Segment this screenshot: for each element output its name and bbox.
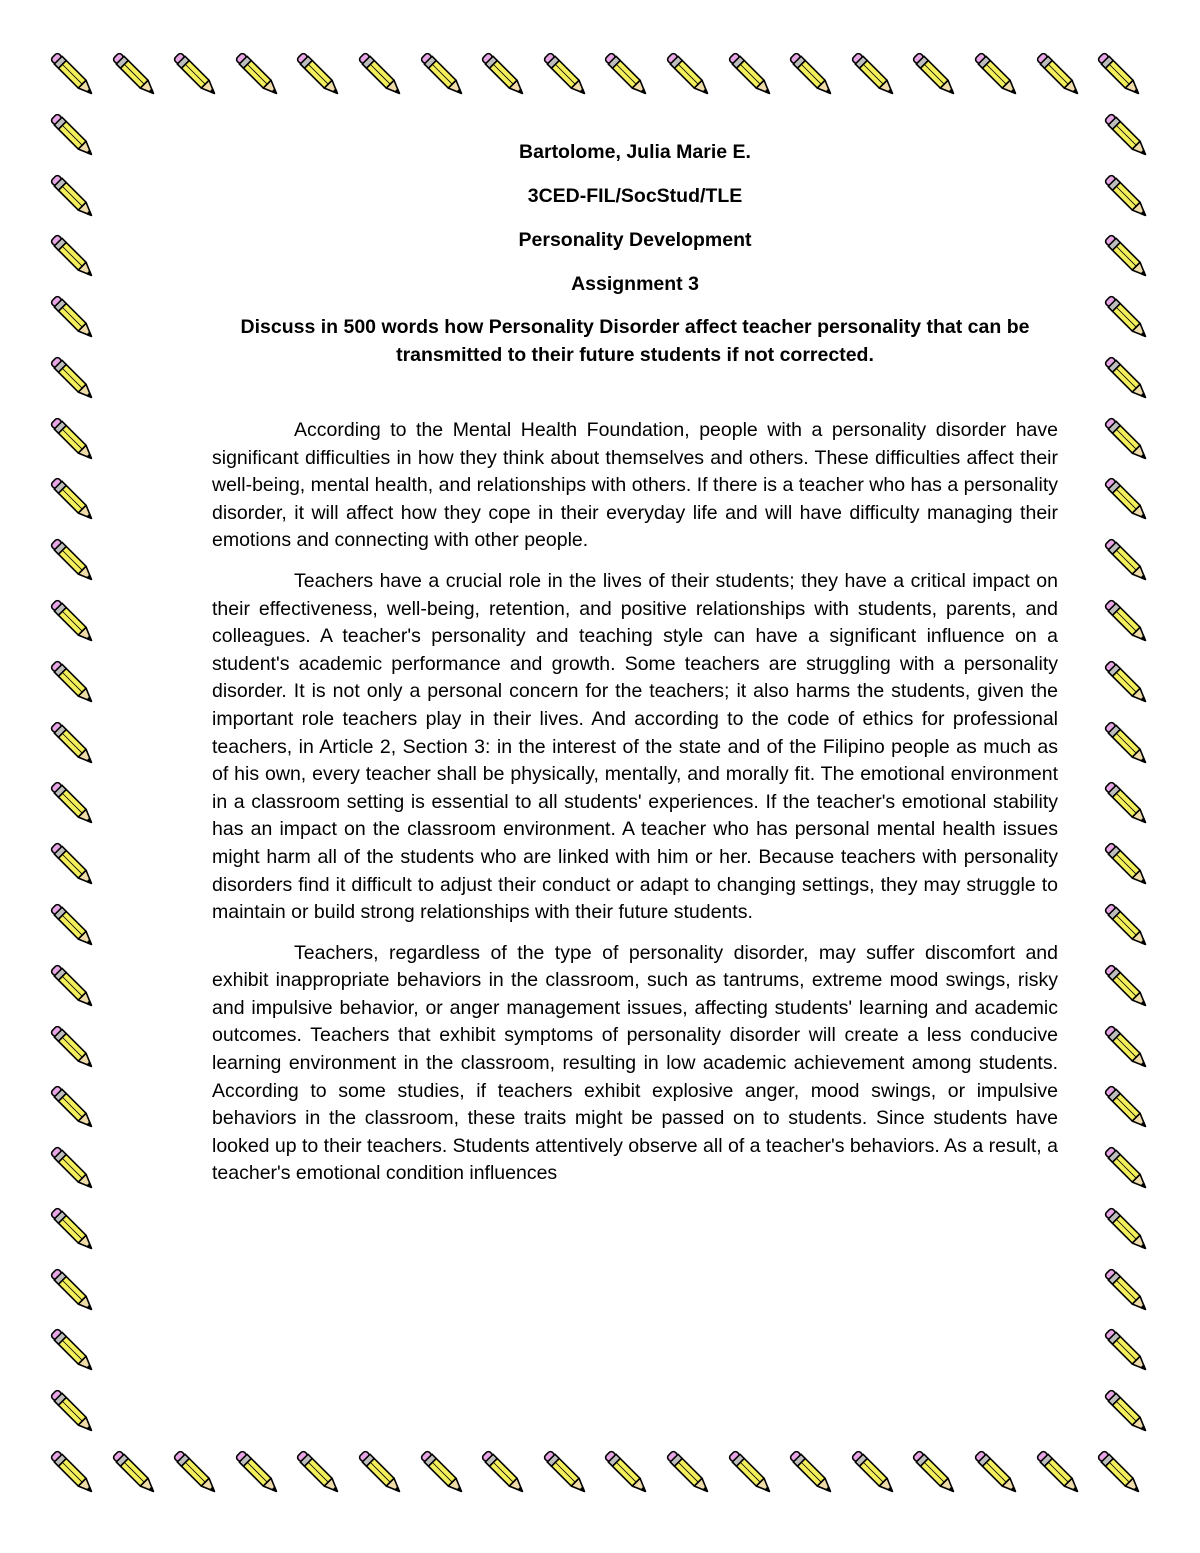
- pencil-icon: [44, 1383, 102, 1441]
- pencil-icon: [44, 1262, 102, 1320]
- pencil-icon: [1030, 1444, 1088, 1502]
- pencil-icon: [44, 168, 102, 226]
- pencil-icon: [906, 1444, 964, 1502]
- pencil-icon: [44, 1079, 102, 1137]
- pencil-icon: [1098, 471, 1156, 529]
- pencil-icon: [598, 46, 656, 104]
- pencil-icon: [106, 1444, 164, 1502]
- pencil-icon: [1030, 46, 1088, 104]
- assignment-title: Assignment 3: [571, 273, 699, 295]
- pencil-icon: [968, 46, 1026, 104]
- author-name: Bartolome, Julia Marie E.: [519, 141, 751, 163]
- document-body: [212, 140, 1058, 1188]
- pencil-icon: [1098, 654, 1156, 712]
- pencil-icon: [44, 1019, 102, 1077]
- pencil-icon: [44, 593, 102, 651]
- pencil-icon: [537, 46, 595, 104]
- pencil-icon: [44, 775, 102, 833]
- pencil-icon: [44, 46, 102, 104]
- pencil-icon: [660, 46, 718, 104]
- pencil-icon: [968, 1444, 1026, 1502]
- pencil-icon: [1098, 1262, 1156, 1320]
- pencil-icon: [44, 958, 102, 1016]
- pencil-icon: [352, 1444, 410, 1502]
- pencil-icon: [1098, 1140, 1156, 1198]
- pencil-icon: [44, 1201, 102, 1259]
- pencil-icon: [1098, 107, 1156, 165]
- pencil-icon: [290, 1444, 348, 1502]
- pencil-icon: [783, 1444, 841, 1502]
- pencil-icon: [414, 1444, 472, 1502]
- pencil-icon: [1098, 775, 1156, 833]
- pencil-icon: [475, 1444, 533, 1502]
- pencil-icon: [1098, 593, 1156, 651]
- pencil-icon: [783, 46, 841, 104]
- subject-title: Personality Development: [518, 229, 752, 251]
- pencil-icon: [352, 46, 410, 104]
- pencil-icon: [906, 46, 964, 104]
- pencil-icon: [1098, 532, 1156, 590]
- pencil-icon: [290, 46, 348, 104]
- pencil-icon: [475, 46, 533, 104]
- pencil-icon: [167, 46, 225, 104]
- pencil-icon: [1098, 168, 1156, 226]
- pencil-icon: [1098, 1322, 1156, 1380]
- pencil-icon: [44, 1444, 102, 1502]
- pencil-icon: [44, 289, 102, 347]
- pencil-icon: [44, 532, 102, 590]
- assignment-prompt: Discuss in 500 words how Personality Disorder affect teacher personality that can be transmitted to their future students if not corrected.: [240, 316, 1030, 366]
- pencil-icon: [44, 107, 102, 165]
- body-paragraph: Teachers have a crucial role in the lives of their students; they have a critical impact on their effectiveness, well-being, retention, and positive relationships with students, parents, and colleagues. A teacher's personality and teaching style can have a significant influence on a student's academic performance and growth. Some teachers are struggling with a personality disorder. It is not only a personal concern for the teachers; it also harms the students, given the important role teachers play in their lives. And according to the code of ethics for professional teachers, in Article 2, Section 3: in the interest of the state and of the Filipino people as much as of his own, every teacher shall be physically, mentally, and morally fit. The emotional environment in a classroom setting is essential to all students' experiences. If the teacher's emotional stability has an impact on the classroom environment. A teacher who has personal mental health issues might harm all of the students who are linked with him or her. Because teachers with personality disorders find it difficult to adjust their conduct or adapt to changing settings, they may struggle to maintain or build strong relationships with their future students.: [212, 569, 1058, 924]
- pencil-icon: [229, 1444, 287, 1502]
- pencil-icon: [1091, 46, 1149, 104]
- pencil-icon: [1098, 1079, 1156, 1137]
- pencil-icon: [229, 46, 287, 104]
- pencil-icon: [44, 471, 102, 529]
- pencil-icon: [44, 715, 102, 773]
- pencil-icon: [660, 1444, 718, 1502]
- pencil-icon: [598, 1444, 656, 1502]
- pencil-icon: [1098, 1201, 1156, 1259]
- course-code: 3CED-FIL/SocStud/TLE: [527, 185, 743, 207]
- pencil-icon: [722, 46, 780, 104]
- pencil-icon: [44, 350, 102, 408]
- pencil-icon: [722, 1444, 780, 1502]
- body-paragraph: According to the Mental Health Foundation, people with a personality disorder have significant difficulties in how they think about themselves and others. These difficulties affect their well-being, mental health, and relationships with others. If there is a teacher who has a personality disorder, it will affect how they cope in their everyday life and will have difficulty managing their emotions and connecting with other people.: [212, 419, 1058, 552]
- pencil-icon: [106, 46, 164, 104]
- pencil-icon: [1098, 897, 1156, 955]
- pencil-icon: [1098, 715, 1156, 773]
- pencil-icon: [414, 46, 472, 104]
- pencil-icon: [44, 1140, 102, 1198]
- pencil-icon: [1098, 1019, 1156, 1077]
- pencil-icon: [1098, 411, 1156, 469]
- body-paragraph: Teachers, regardless of the type of personality disorder, may suffer discomfort and exhibit inappropriate behaviors in the classroom, such as tantrums, extreme mood swings, risky and impulsive behavior, or anger management issues, affecting students' learning and academic outcomes. Teachers that exhibit symptoms of personality disorder will create a less conducive learning environment in the classroom, resulting in low academic achievement among students. According to some studies, if teachers exhibit explosive anger, mood swings, or impulsive behaviors in the classroom, these traits might be passed on to students. Since students have looked up to their teachers. Students attentively observe all of a teacher's behaviors. As a result, a teacher's emotional condition influences: [212, 941, 1058, 1185]
- pencil-icon: [1098, 289, 1156, 347]
- pencil-icon: [1098, 350, 1156, 408]
- pencil-icon: [1098, 958, 1156, 1016]
- pencil-icon: [537, 1444, 595, 1502]
- pencil-icon: [1098, 836, 1156, 894]
- pencil-icon: [44, 228, 102, 286]
- pencil-icon: [44, 897, 102, 955]
- pencil-icon: [44, 411, 102, 469]
- pencil-icon: [44, 654, 102, 712]
- pencil-icon: [1098, 228, 1156, 286]
- pencil-icon: [167, 1444, 225, 1502]
- pencil-icon: [845, 1444, 903, 1502]
- pencil-icon: [44, 1322, 102, 1380]
- pencil-icon: [845, 46, 903, 104]
- pencil-icon: [1091, 1444, 1149, 1502]
- pencil-icon: [1098, 1383, 1156, 1441]
- pencil-icon: [44, 836, 102, 894]
